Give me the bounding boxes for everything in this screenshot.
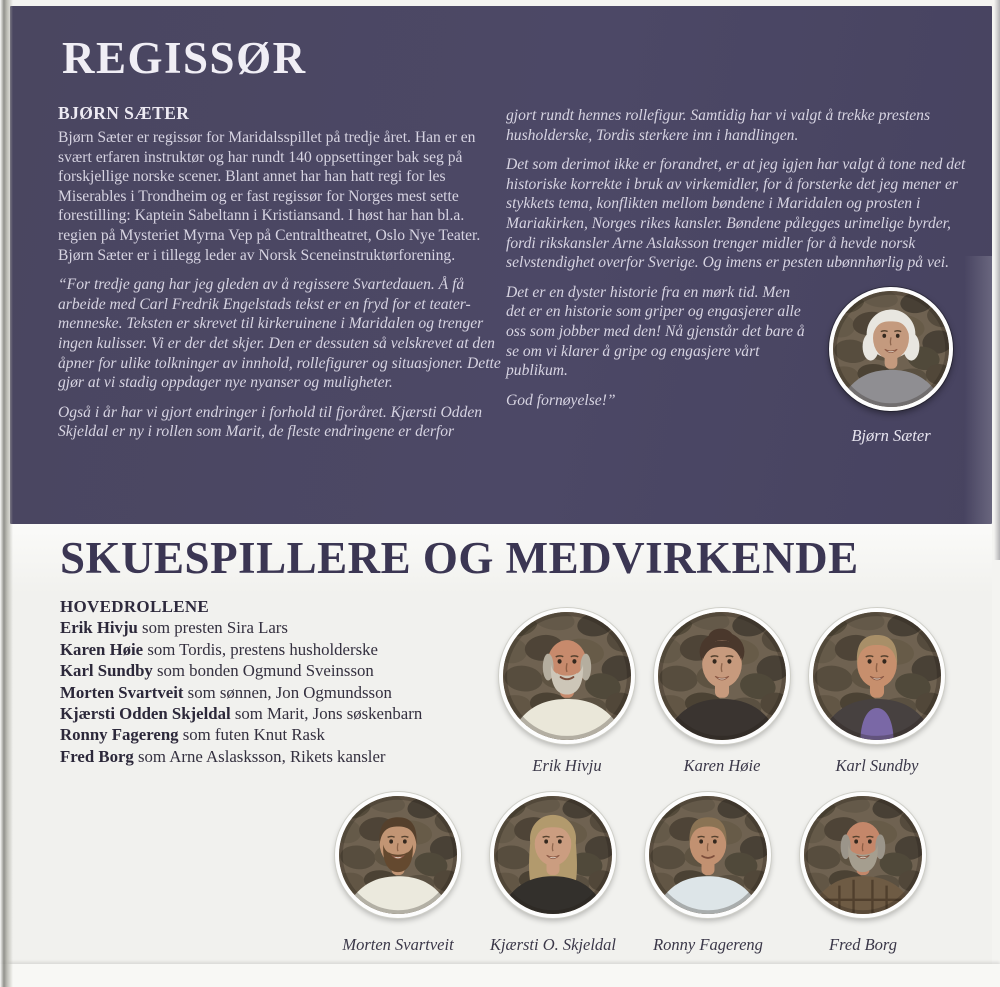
portrait-bjorn-saeter: [816, 287, 966, 446]
cast-member: Morten Svartveit som sønnen, Jon Ogmundsson: [60, 682, 392, 702]
scan-fold-bottom: [0, 964, 1000, 987]
portrait-photo-bjorn-saeter: [829, 287, 953, 411]
portrait-photo-ronny-fagereng: [645, 792, 771, 918]
portrait-caption: Kjærsti O. Skjeldal: [489, 935, 617, 954]
portrait-kjersti-skjeldal: [478, 792, 628, 955]
scan-edge-right: [994, 0, 1000, 560]
cast-member: Karl Sundby som bonden Ogmund Sveinsson: [60, 661, 374, 681]
portrait-caption: Morten Svartveit: [342, 935, 454, 954]
portrait-photo-karl-sundby: [809, 608, 945, 744]
portrait-caption: Ronny Fagereng: [653, 935, 763, 954]
portrait-caption: Fred Borg: [829, 935, 897, 954]
page-title-cast: SKUESPILLERE OG MEDVIRKENDE: [60, 533, 859, 583]
cast-section: [10, 524, 992, 966]
portrait-photo-karen-hoie: [654, 608, 790, 744]
director-quote-paragraph-3: gjort rundt hennes rollefigur. Samtidig har vi valgt å trekke prestens husholderske, Tordis sterkere inn i handlingen.: [506, 107, 931, 144]
portrait-photo-morten-svartveit: [335, 792, 461, 918]
director-quote-closing: God fornøyelse!”: [506, 391, 616, 409]
director-bio-paragraph: Bjørn Sæter er regissør for Maridalsspillet på tredje året. Han er en svært erfaren instruktør og har rundt 140 oppsettinger bak seg på forskjellige norske scener. Blant annet har han hatt regi for les Miserables i Trondheim og er fast regissør for Norges mest sette forestilling: Kaptein Sabeltann i Kristiansand. I høst har han bl.a. regien på Mysteriet Myrna Vep på Centraltheatret, Oslo Nye Teater. Bjørn Sæter er i tillegg leder av Norsk Sceneinstruktørforening.: [58, 129, 481, 264]
portrait-ronny-fagereng: [633, 792, 783, 955]
cast-list: [60, 617, 505, 767]
cast-roles-heading: HOVEDROLLENE: [60, 597, 210, 616]
cast-member: Ronny Fagereng som futen Knut Rask: [60, 725, 325, 745]
portrait-photo-kjersti-skjeldal: [490, 792, 616, 918]
portrait-fred-borg: [788, 792, 938, 955]
portrait-photo-fred-borg: [800, 792, 926, 918]
portrait-photo-erik-hivju: [499, 608, 635, 744]
regissor-section: [10, 6, 992, 524]
page-title-regissor: REGISSØR: [62, 33, 307, 83]
cast-member: Karen Høie som Tordis, prestens husholderske: [60, 639, 378, 659]
director-quote-paragraph-2: Også i år har vi gjort endringer i forhold til fjoråret. Kjærsti Odden Skjeldal er ny i rollen som Marit, de fleste endringene er derfor: [58, 403, 483, 441]
director-column-right: [506, 106, 966, 448]
cast-member: Fred Borg som Arne Aslasksson, Rikets kansler: [60, 746, 386, 766]
portrait-karl-sundby: [802, 608, 952, 776]
director-column-left: [58, 102, 506, 452]
cast-list-block: [60, 596, 505, 767]
director-name-heading: BJØRN SÆTER: [58, 103, 190, 123]
portrait-erik-hivju: [492, 608, 642, 776]
portrait-caption: Karen Høie: [683, 756, 761, 775]
director-quote-paragraph-5: Det er en dyster historie fra en mørk tid. Men det er en historie som griper og engasjerer alle oss som jobber med den! Nå gjenstår det bare å se om vi klarer å gripe og engasjere vårt publikum.: [506, 283, 805, 380]
cast-member: Kjærsti Odden Skjeldal som Marit, Jons søskenbarn: [60, 704, 423, 724]
director-quote-paragraph-1: “For tredje gang har jeg gleden av å regissere Svartedauen. Å få arbeide med Carl Fredrik Engelstads tekst er en fryd for et teater-menneske. Teksten er skrevet til kirkeruinene i Maridalen og trenger ingen kulisser. Vi er der det skjer. Den er dessuten så velskrevet at den åpner for ulike tolkninger av innhold, rollefigurer og situasjoner. Dette gjør at vi stadig oppdager nye nyanser og muligheter.: [58, 276, 501, 392]
portrait-morten-svartveit: [323, 792, 473, 955]
director-quote-paragraph-4: Det som derimot ikke er forandret, er at jeg igjen har valgt å tone ned det historiske korrekte i bruk av virkemidler, for å forsterke det jeg mener er stykkets tema, konflikten mellom bøndene i Maridalen og prosten i Mariakirken, Norges rikes kansler. Bøndene pålegges urimelige byrder, fordi rikskansler Arne Aslaksson trenger midler for å hevde norsk selvstendighet overfor Sverige. Og imens er pesten ubønnhørlig på vei.: [506, 156, 966, 272]
portrait-caption: Bjørn Sæter: [851, 426, 931, 446]
cast-member: Erik Hivju som presten Sira Lars: [60, 618, 288, 638]
portrait-karen-hoie: [647, 608, 797, 776]
portrait-caption: Karl Sundby: [835, 756, 919, 775]
portrait-caption: Erik Hivju: [532, 756, 602, 775]
